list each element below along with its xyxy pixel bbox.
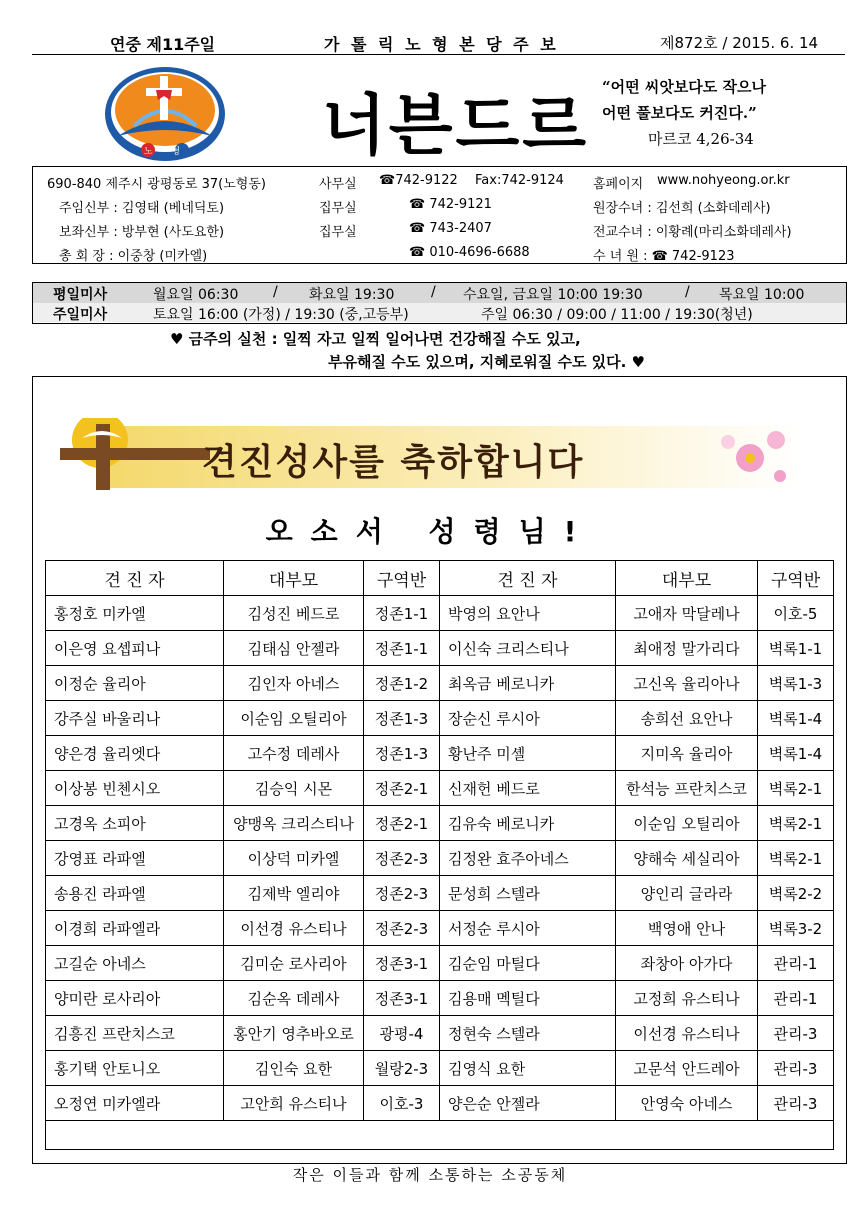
sponsor-name: 이선경 유스티나 [616,1016,758,1051]
table-row [46,876,834,911]
parish-info-box [32,166,847,264]
pastor: 주임신부 : 김영태 (베네딕토) [59,201,225,216]
district: 벽록2-2 [758,876,834,911]
district: 벽록2-1 [758,806,834,841]
confirmation-roster-table [45,560,834,1150]
confirmand-name: 박영의 요안나 [440,596,616,631]
chairman: 총 회 장 : 이중창 (미카엘) [59,249,208,264]
banner-title: 견진성사를 축하합니다 [202,442,585,483]
paper-name: 가 톨 릭 노 형 본 당 주 보 [324,35,559,54]
district: 정존1-1 [364,631,440,666]
practice-line-1: ♥ 금주의 실천 : 일찍 자고 일찍 일어나면 건강해질 수도 있고, [170,330,581,348]
confirmand-name: 김유숙 베로니카 [440,806,616,841]
separator: / [685,284,690,300]
sponsor-name: 김태심 안젤라 [224,631,364,666]
assistant-office-label: 집무실 [319,225,357,240]
confirmand-name: 김용매 멕틸다 [440,981,616,1016]
mission-sister: 전교수녀 : 이황례(마리소화데레사) [593,225,792,240]
head-sister: 원장수녀 : 김선희 (소화데레사) [593,201,771,216]
table-row [46,666,834,701]
subtitle: 오소서 성령님! [265,515,595,548]
table-row [46,1051,834,1086]
district: 정존3-1 [364,946,440,981]
liturgical-week: 연중 제11주일 [110,35,216,54]
confirmand-name: 이정순 율리아 [46,666,224,701]
homepage-link[interactable]: www.nohyeong.or.kr [657,173,790,188]
confirmand-name: 김정완 효주아네스 [440,841,616,876]
sponsor-name: 양맹옥 크리스티나 [224,806,364,841]
top-header-bar [32,30,845,55]
district: 관리-3 [758,1051,834,1086]
sunday-mass-label: 주일미사 [53,307,108,323]
separator: / [431,284,436,300]
district: 벽록1-4 [758,701,834,736]
table-row [46,631,834,666]
district: 벽록1-1 [758,631,834,666]
sponsor-name: 김순옥 데레사 [224,981,364,1016]
parish-logo [104,66,226,162]
confirmand-name: 장순신 루시아 [440,701,616,736]
mass-times-box [32,282,847,324]
district: 광평-4 [364,1016,440,1051]
logo-text: 노 형 [143,147,189,157]
homepage-label: 홈페이지 [593,177,644,192]
table-row [46,596,834,631]
sponsor-name: 고정희 유스티나 [616,981,758,1016]
footer-slogan: 작은 이들과 함께 소통하는 소공동체 [292,1166,568,1184]
masthead-title: 너븐드르 [322,87,590,164]
sponsor-name: 한석능 프란치스코 [616,771,758,806]
confirmand-name: 오정연 미카엘라 [46,1086,224,1121]
quote-line-2: 어떤 풀보다도 커진다.” [602,104,757,122]
confirmand-name: 문성희 스텔라 [440,876,616,911]
sunday-mass-saturday: 토요일 16:00 (가정) / 19:30 (중,고등부) [153,307,409,323]
confirmand-name: 김영식 요한 [440,1051,616,1086]
confirmand-name: 정현숙 스텔라 [440,1016,616,1051]
office-tel: ☎742-9122 [379,173,458,188]
district: 정존2-3 [364,876,440,911]
table-row [46,911,834,946]
sponsor-name: 김미순 로사리아 [224,946,364,981]
district: 정존2-1 [364,771,440,806]
weekday-mass-row [33,283,846,304]
district: 정존3-1 [364,981,440,1016]
address: 690-840 제주시 광평동로 37(노형동) [47,177,266,192]
confirmand-name: 김흥진 프란치스코 [46,1016,224,1051]
col-district: 구역반 [364,561,440,596]
confirmand-name: 이신숙 크리스티나 [440,631,616,666]
sponsor-name: 김승익 시몬 [224,771,364,806]
sponsor-name: 송희선 요안나 [616,701,758,736]
weekday-mass-wed-fri: 수요일, 금요일 10:00 19:30 [463,287,643,303]
weekday-mass-thursday: 목요일 10:00 [719,287,805,303]
sponsor-name: 양해숙 세실리아 [616,841,758,876]
sponsor-name: 이선경 유스티나 [224,911,364,946]
district: 벽록2-1 [758,771,834,806]
confirmand-name: 김순임 마틸다 [440,946,616,981]
assistant-tel: ☎ 743-2407 [409,221,492,236]
sponsor-name: 고안희 유스티나 [224,1086,364,1121]
col-confirmand: 견 진 자 [440,561,616,596]
table-empty-row [46,1121,834,1150]
confirmand-name: 이경희 라파엘라 [46,911,224,946]
confirmand-name: 고길순 아네스 [46,946,224,981]
district: 벽록2-1 [758,841,834,876]
district: 관리-3 [758,1086,834,1121]
sponsor-name: 좌창아 아가다 [616,946,758,981]
confirmand-name: 신재헌 베드로 [440,771,616,806]
table-row [46,1086,834,1121]
pastor-office-label: 집무실 [319,201,357,216]
district: 벽록1-4 [758,736,834,771]
pastor-tel: ☎ 742-9121 [409,197,492,212]
sponsor-name: 백영애 안나 [616,911,758,946]
confirmation-banner [60,418,800,494]
weekly-practice [170,328,645,374]
separator: / [273,284,278,300]
sponsor-name: 김성진 베드로 [224,596,364,631]
weekday-mass-tuesday: 화요일 19:30 [309,287,395,303]
sunday-mass-sunday: 주일 06:30 / 09:00 / 11:00 / 19:30(청년) [481,307,753,323]
district: 정존1-2 [364,666,440,701]
col-district: 구역반 [758,561,834,596]
quote-reference: 마르코 4,26-34 [648,130,754,148]
scripture-quote [602,74,766,152]
table-row [46,1016,834,1051]
district: 월랑2-3 [364,1051,440,1086]
district: 관리-3 [758,1016,834,1051]
confirmand-name: 강주실 바울리나 [46,701,224,736]
sponsor-name: 홍안기 영추바오로 [224,1016,364,1051]
assistant-priest: 보좌신부 : 방부현 (사도요한) [59,225,225,240]
sponsor-name: 최애정 말가리다 [616,631,758,666]
sponsor-name: 이순임 오틸리아 [616,806,758,841]
table-row [46,771,834,806]
confirmand-name: 양은순 안젤라 [440,1086,616,1121]
district: 벽록3-2 [758,911,834,946]
weekday-mass-label: 평일미사 [53,287,108,303]
district: 정존2-3 [364,911,440,946]
practice-line-2: 부유해질 수도 있으며, 지혜로워질 수도 있다. ♥ [328,353,645,371]
table-row [46,841,834,876]
chairman-tel: ☎ 010-4696-6688 [409,245,530,260]
confirmand-name: 홍정호 미카엘 [46,596,224,631]
col-confirmand: 견 진 자 [46,561,224,596]
table-row [46,946,834,981]
district: 관리-1 [758,981,834,1016]
table-row [46,736,834,771]
district: 정존1-3 [364,736,440,771]
sponsor-name: 양인리 글라라 [616,876,758,911]
confirmand-name: 강영표 라파엘 [46,841,224,876]
confirmand-name: 이은영 요셉피나 [46,631,224,666]
district: 이호-3 [364,1086,440,1121]
district: 정존2-3 [364,841,440,876]
confirmand-name: 이상봉 빈첸시오 [46,771,224,806]
sponsor-name: 고애자 막달레나 [616,596,758,631]
issue-number-date: 제872호 / 2015. 6. 14 [660,34,819,52]
table-row [46,806,834,841]
fax: Fax:742-9124 [475,173,564,188]
sponsor-name: 김인숙 요한 [224,1051,364,1086]
sponsor-name: 지미옥 율리아 [616,736,758,771]
empty-cell [46,1121,834,1150]
district: 이호-5 [758,596,834,631]
sunday-mass-row [33,303,846,322]
sponsor-name: 고문석 안드레아 [616,1051,758,1086]
table-row [46,981,834,1016]
table-row [46,701,834,736]
quote-line-1: “어떤 씨앗보다도 작으나 [602,78,766,96]
confirmand-name: 양미란 로사리아 [46,981,224,1016]
confirmand-name: 송용진 라파엘 [46,876,224,911]
district: 정존2-1 [364,806,440,841]
confirmand-name: 고경옥 소피아 [46,806,224,841]
sponsor-name: 김제박 엘리야 [224,876,364,911]
convent: 수 녀 원 : ☎ 742-9123 [593,249,735,264]
confirmand-name: 서정순 루시아 [440,911,616,946]
table-header-row [46,561,834,596]
sponsor-name: 안영숙 아네스 [616,1086,758,1121]
weekday-mass-monday: 월요일 06:30 [153,287,239,303]
col-sponsor: 대부모 [224,561,364,596]
office-label: 사무실 [319,177,357,192]
confirmand-name: 최옥금 베로니카 [440,666,616,701]
district: 관리-1 [758,946,834,981]
confirmand-name: 양은경 율리엣다 [46,736,224,771]
sponsor-name: 이상덕 미카엘 [224,841,364,876]
sponsor-name: 고수정 데레사 [224,736,364,771]
confirmand-name: 황난주 미셸 [440,736,616,771]
district: 정존1-3 [364,701,440,736]
sponsor-name: 고신옥 율리아나 [616,666,758,701]
district: 벽록1-3 [758,666,834,701]
district: 정존1-1 [364,596,440,631]
col-sponsor: 대부모 [616,561,758,596]
sponsor-name: 김인자 아네스 [224,666,364,701]
confirmand-name: 홍기택 안토니오 [46,1051,224,1086]
sponsor-name: 이순임 오틸리아 [224,701,364,736]
